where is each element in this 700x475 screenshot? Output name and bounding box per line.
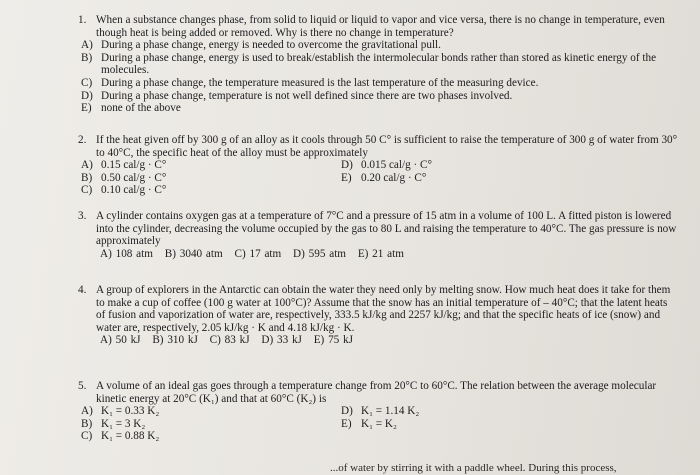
- question-number: 3.: [78, 210, 87, 222]
- question-1: [78, 14, 678, 115]
- question-2-stem: 2. If the heat given off by 300 g of an alloy as it cools through 50 C° is sufficient to raise the temperature of 300 g of water from 30° to 40°C, the specific heat of the alloy must be approximately: [78, 134, 678, 159]
- answer-c: C) 17 atm: [234, 247, 282, 260]
- option-e: E) K₁ = K₂: [341, 417, 397, 430]
- option-a: A) 0.15 cal/g · C°: [81, 159, 167, 172]
- question-5-options: [78, 405, 678, 443]
- option-c: C) During a phase change, the temperature measured is the last temperature of the measuring device.: [81, 76, 539, 89]
- answer-b: B) 3040 atm: [164, 247, 223, 260]
- option-a: A) K₁ = 0.33 K₂: [81, 405, 160, 418]
- answer-d: D) 33 kJ: [261, 334, 302, 347]
- option-b: B) K₁ = 3 K₂: [81, 417, 146, 430]
- question-2-options: [78, 159, 678, 197]
- question-3-answers: [100, 248, 678, 261]
- option-d: D) 0.015 cal/g · C°: [341, 159, 432, 172]
- question-1-stem: 1. When a substance changes phase, from solid to liquid or liquid to vapor and vice versa, there is no change in temperature, even though heat is being added or removed. Why is there no change in temperature?: [78, 14, 665, 39]
- question-5-stem: 5. A volume of an ideal gas goes through a temperature change from 20°C to 60°C. The relation between the average molecular kinetic energy at 20°C (K₁) and that at 60°C (K₂) is: [78, 380, 657, 405]
- option-d: D) K₁ = 1.14 K₂: [341, 405, 420, 418]
- question-number: 2.: [78, 134, 87, 146]
- options-right: [338, 159, 432, 184]
- question-number: 5.: [78, 380, 87, 392]
- answer-a: A) 108 atm: [100, 247, 153, 260]
- answer-e: E) 75 kJ: [313, 334, 354, 347]
- answer-c: C) 83 kJ: [209, 334, 250, 347]
- question-4-stem: 4. A group of explorers in the Antarctic can obtain the water they need only by melting snow. How much heat does it take for them to make a cup of coffee (100 g water at 100°C)? Assume that the snow has an initial temperature of – 40°C; that the latent heats of fusion and vaporization of water are, respectively, 333.5 kJ/kg and 2257 kJ/kg; and that the specific heats of ice (snow) and water are, respectively, 2.05 kJ/kg · K and 4.18 kJ/kg · K.: [78, 284, 671, 334]
- question-4: [78, 284, 678, 347]
- option-c: C) K₁ = 0.88 K₂: [81, 430, 160, 443]
- question-3: [78, 210, 678, 260]
- question-number: 1.: [78, 14, 87, 26]
- option-b: B) During a phase change, energy is used to break/establish the intermolecular bonds rather than stored as kinetic energy of the molecules.: [81, 51, 657, 77]
- answer-a: A) 50 kJ: [100, 334, 141, 347]
- question-3-stem: 3. A cylinder contains oxygen gas at a temperature of 7°C and a pressure of 15 atm in a volume of 100 L. A fitted piston is lowered into the cylinder, decreasing the volume occupied by the gas to 80 L and raising the temperature to 40°C. The gas pressure is now approximately: [78, 210, 677, 248]
- answer-b: B) 310 kJ: [152, 334, 198, 347]
- options-right: [338, 405, 419, 430]
- option-b: B) 0.50 cal/g · C°: [81, 171, 167, 184]
- cutoff-next-question-text: ...of water by stirring it with a paddle wheel. During this process,: [330, 462, 617, 474]
- question-number: 4.: [78, 284, 87, 296]
- option-a: A) During a phase change, energy is needed to overcome the gravitational pull.: [81, 39, 441, 52]
- answer-e: E) 21 atm: [357, 247, 404, 260]
- option-c: C) 0.10 cal/g · C°: [81, 184, 167, 197]
- option-e: E) none of the above: [81, 102, 181, 115]
- option-d: D) During a phase change, temperature is not well defined since there are two phases involved.: [81, 89, 513, 102]
- question-5: [78, 380, 678, 443]
- option-e: E) 0.20 cal/g · C°: [341, 171, 427, 184]
- answer-d: D) 595 atm: [293, 247, 347, 260]
- question-4-answers: [100, 334, 678, 347]
- question-2: [78, 134, 678, 197]
